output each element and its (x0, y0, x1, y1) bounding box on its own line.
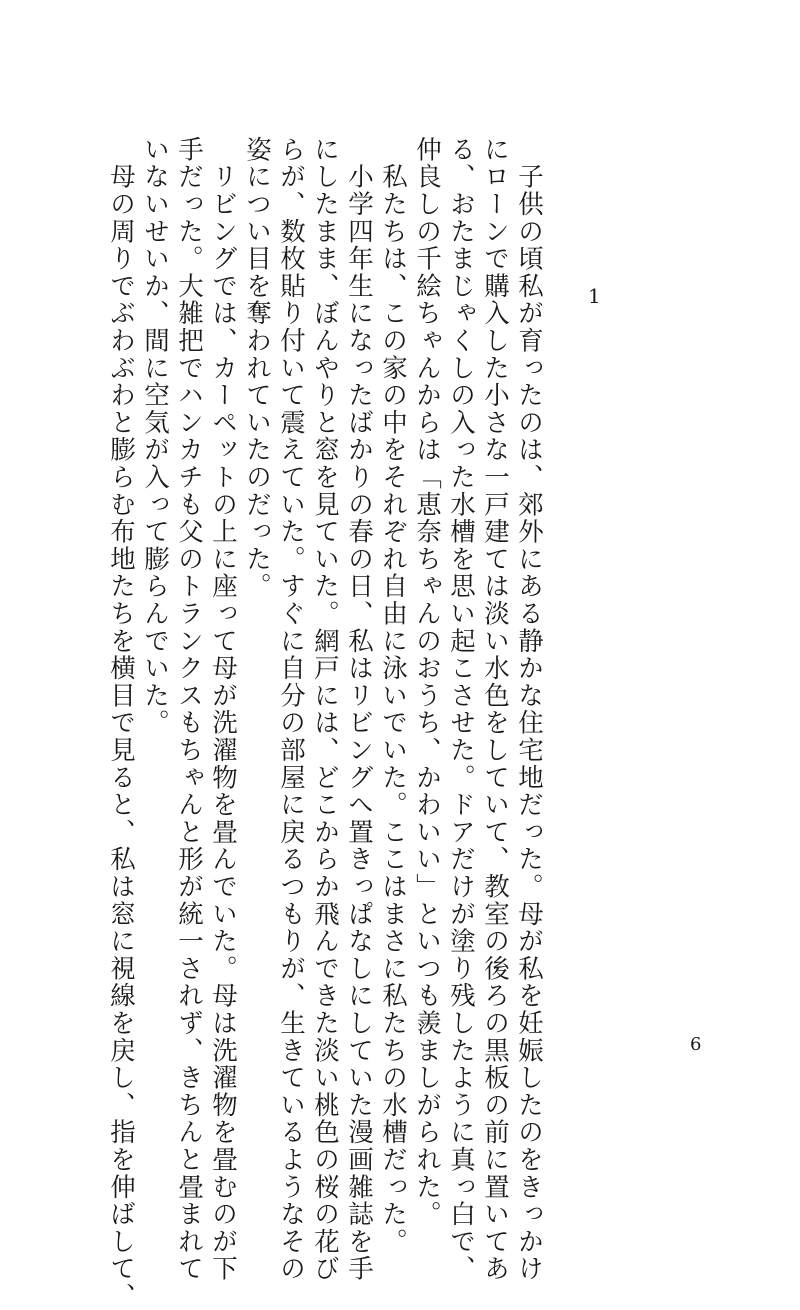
paragraph: 小学四年生になったばかりの春の日、私はリビングへ置きっぱなしにしていた漫画雑誌を手 にしたまま、ぼんやりと窓を見ていた。網戸には、どこからか飛んできた淡い桃色の桜の花び らが、数枚貼り付いて震えていた。すぐに自分の部屋に戻るつもりが、生きているようなその 姿につい目を奪われていたのだった。 (242, 136, 374, 1283)
page-number: 6 (690, 1034, 702, 1055)
paragraph: リビングでは、カーペットの上に座って母が洗濯物を畳んでいた。母は洗濯物を畳むのが下 手だった。大雑把でハンカチも父のトランクスもちゃんと形が統一されず、きちんと畳まれて いないせいか、間に空気が入って膨らんでいた。 (140, 136, 238, 1283)
paragraph: 子供の頃私が育ったのは、郊外にある静かな住宅地だった。母が私を妊娠したのをきっかけ にローンで購入した小さな一戸建ては淡い水色をしていて、教室の後ろの黒板の前に置いてあ る、おたまじゃくしの入った水槽を思い起こさせた。ドアだけが塗り残したように真っ白で、 仲良しの千絵ちゃんからは「恵奈ちゃんのおうち、かわいい」といつも羨ましがられた。 (412, 136, 544, 1283)
paragraph: 私たちは、この家の中をそれぞれ自由に泳いでいた。ここはまさに私たちの水槽だった。 (378, 136, 408, 1256)
paragraph: 母の周りでぶわぶわと膨らむ布地たちを横目で見ると、私は窓に視線を戻し、指を伸ばして、 (106, 136, 136, 1310)
vertical-text-body (104, 136, 546, 1310)
chapter-number: 1 (588, 284, 601, 308)
